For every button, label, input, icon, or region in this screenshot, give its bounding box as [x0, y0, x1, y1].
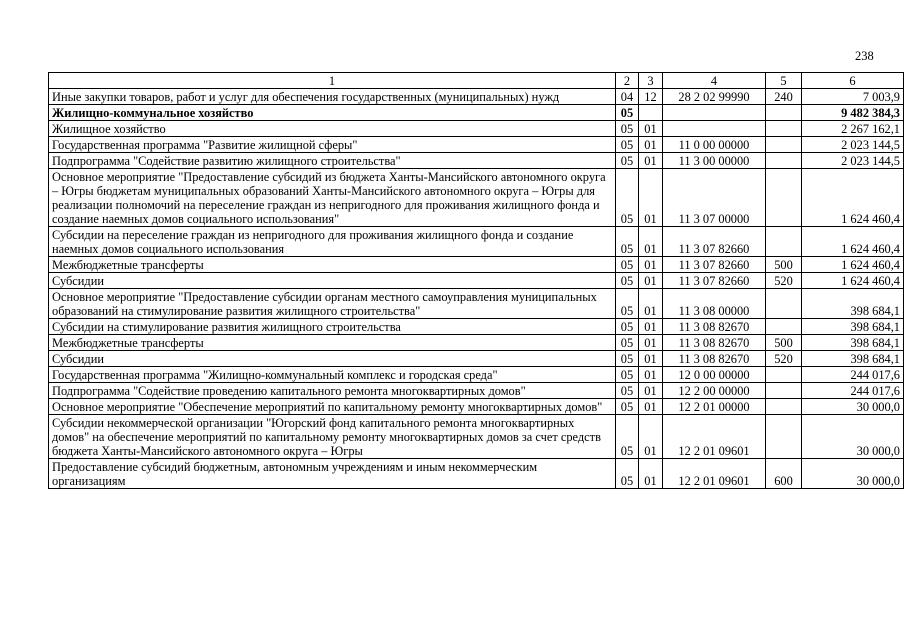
row-section-cell: 05	[616, 383, 639, 399]
table-row	[49, 415, 904, 459]
row-target-article-cell: 11 3 08 82670	[663, 351, 766, 367]
row-subsection-cell	[639, 105, 663, 121]
row-expense-type-cell	[766, 319, 802, 335]
row-expense-type-cell	[766, 169, 802, 227]
row-section-cell: 05	[616, 137, 639, 153]
row-amount-cell: 1 624 460,4	[802, 227, 904, 257]
row-subsection-cell: 12	[639, 89, 663, 105]
column-header-5: 5	[766, 73, 802, 89]
table-row	[49, 459, 904, 489]
row-name-cell: Основное мероприятие "Обеспечение мероприятий по капитальному ремонту многоквартирных домов"	[49, 399, 616, 415]
row-expense-type-cell: 520	[766, 351, 802, 367]
table-row	[49, 257, 904, 273]
row-amount-cell: 398 684,1	[802, 289, 904, 319]
row-name-cell: Субсидии на стимулирование развития жилищного строительства	[49, 319, 616, 335]
row-amount-cell: 30 000,0	[802, 459, 904, 489]
row-expense-type-cell	[766, 399, 802, 415]
table-row	[49, 121, 904, 137]
row-section-cell: 04	[616, 89, 639, 105]
row-amount-cell: 2 023 144,5	[802, 137, 904, 153]
table-row	[49, 227, 904, 257]
row-name-cell: Межбюджетные трансферты	[49, 335, 616, 351]
row-amount-cell: 2 023 144,5	[802, 153, 904, 169]
row-name-cell: Субсидии	[49, 273, 616, 289]
row-amount-cell: 2 267 162,1	[802, 121, 904, 137]
row-amount-cell: 9 482 384,3	[802, 105, 904, 121]
row-name-cell: Жилищное хозяйство	[49, 121, 616, 137]
row-section-cell: 05	[616, 121, 639, 137]
row-subsection-cell: 01	[639, 415, 663, 459]
row-subsection-cell: 01	[639, 121, 663, 137]
row-target-article-cell: 28 2 02 99990	[663, 89, 766, 105]
table-row	[49, 335, 904, 351]
row-name-cell: Субсидии на переселение граждан из непригодного для проживания жилищного фонда и создание наемных домов социального использования	[49, 227, 616, 257]
row-target-article-cell	[663, 121, 766, 137]
row-target-article-cell: 11 3 08 82670	[663, 319, 766, 335]
row-section-cell: 05	[616, 319, 639, 335]
row-subsection-cell: 01	[639, 169, 663, 227]
row-target-article-cell: 11 3 07 82660	[663, 227, 766, 257]
row-target-article-cell: 12 2 00 00000	[663, 383, 766, 399]
row-subsection-cell: 01	[639, 273, 663, 289]
row-subsection-cell: 01	[639, 289, 663, 319]
row-subsection-cell: 01	[639, 351, 663, 367]
row-subsection-cell: 01	[639, 367, 663, 383]
row-section-cell: 05	[616, 351, 639, 367]
row-section-cell: 05	[616, 335, 639, 351]
column-header-3: 3	[639, 73, 663, 89]
row-subsection-cell: 01	[639, 319, 663, 335]
row-expense-type-cell: 240	[766, 89, 802, 105]
row-name-cell: Подпрограмма "Содействие развитию жилищного строительства"	[49, 153, 616, 169]
table-body	[49, 89, 904, 489]
row-name-cell: Иные закупки товаров, работ и услуг для обеспечения государственных (муниципальных) нужд	[49, 89, 616, 105]
row-section-cell: 05	[616, 273, 639, 289]
column-header-2: 2	[616, 73, 639, 89]
row-expense-type-cell	[766, 137, 802, 153]
row-name-cell: Основное мероприятие "Предоставление субсидий из бюджета Ханты-Мансийского автономного округа – Югры бюджетам муниципальных образований Ханты-Мансийского автономного округа – Югры для реализации полномочий на переселение граждан из непригодного для проживания жилищного фонда и создание наемных домов социального использования"	[49, 169, 616, 227]
row-amount-cell: 30 000,0	[802, 415, 904, 459]
row-section-cell: 05	[616, 169, 639, 227]
table-row	[49, 289, 904, 319]
row-expense-type-cell: 500	[766, 257, 802, 273]
row-target-article-cell: 12 2 01 09601	[663, 415, 766, 459]
row-subsection-cell: 01	[639, 153, 663, 169]
row-subsection-cell: 01	[639, 383, 663, 399]
row-subsection-cell: 01	[639, 399, 663, 415]
row-section-cell: 05	[616, 459, 639, 489]
row-section-cell: 05	[616, 105, 639, 121]
row-section-cell: 05	[616, 227, 639, 257]
table-header-row	[49, 73, 904, 89]
row-amount-cell: 7 003,9	[802, 89, 904, 105]
row-amount-cell: 398 684,1	[802, 351, 904, 367]
row-expense-type-cell: 520	[766, 273, 802, 289]
row-target-article-cell: 11 3 08 00000	[663, 289, 766, 319]
row-amount-cell: 244 017,6	[802, 367, 904, 383]
table-row	[49, 399, 904, 415]
row-section-cell: 05	[616, 289, 639, 319]
row-name-cell: Субсидии	[49, 351, 616, 367]
row-name-cell: Подпрограмма "Содействие проведению капитального ремонта многоквартирных домов"	[49, 383, 616, 399]
row-name-cell: Государственная программа "Жилищно-коммунальный комплекс и городская среда"	[49, 367, 616, 383]
row-amount-cell: 30 000,0	[802, 399, 904, 415]
row-target-article-cell: 11 3 07 82660	[663, 257, 766, 273]
row-target-article-cell	[663, 105, 766, 121]
row-expense-type-cell: 500	[766, 335, 802, 351]
row-target-article-cell: 11 3 08 82670	[663, 335, 766, 351]
row-amount-cell: 1 624 460,4	[802, 257, 904, 273]
row-expense-type-cell	[766, 415, 802, 459]
row-target-article-cell: 11 3 07 00000	[663, 169, 766, 227]
table-row	[49, 319, 904, 335]
row-subsection-cell: 01	[639, 227, 663, 257]
row-expense-type-cell	[766, 367, 802, 383]
table-row	[49, 153, 904, 169]
row-name-cell: Предоставление субсидий бюджетным, автономным учреждениям и иным некоммерческим организациям	[49, 459, 616, 489]
row-section-cell: 05	[616, 257, 639, 273]
row-name-cell: Государственная программа "Развитие жилищной сферы"	[49, 137, 616, 153]
row-target-article-cell: 11 0 00 00000	[663, 137, 766, 153]
row-name-cell: Межбюджетные трансферты	[49, 257, 616, 273]
row-section-cell: 05	[616, 367, 639, 383]
row-target-article-cell: 12 2 01 09601	[663, 459, 766, 489]
row-section-cell: 05	[616, 415, 639, 459]
row-subsection-cell: 01	[639, 335, 663, 351]
row-target-article-cell: 11 3 00 00000	[663, 153, 766, 169]
row-subsection-cell: 01	[639, 137, 663, 153]
row-section-cell: 05	[616, 153, 639, 169]
table-row	[49, 105, 904, 121]
page-number: 238	[855, 49, 874, 63]
column-header-4: 4	[663, 73, 766, 89]
row-expense-type-cell	[766, 227, 802, 257]
row-amount-cell: 1 624 460,4	[802, 169, 904, 227]
row-name-cell: Субсидии некоммерческой организации "Югорский фонд капитального ремонта многоквартирных домов" на обеспечение мероприятий по капитальному ремонту многоквартирных домов за счет средств бюджета Ханты-Мансийского автономного округа – Югры	[49, 415, 616, 459]
table-row	[49, 351, 904, 367]
row-expense-type-cell	[766, 105, 802, 121]
row-target-article-cell: 12 0 00 00000	[663, 367, 766, 383]
row-subsection-cell: 01	[639, 257, 663, 273]
table-row	[49, 137, 904, 153]
row-expense-type-cell	[766, 153, 802, 169]
row-expense-type-cell	[766, 383, 802, 399]
budget-table	[48, 72, 904, 489]
row-subsection-cell: 01	[639, 459, 663, 489]
table-row	[49, 383, 904, 399]
column-header-6: 6	[802, 73, 904, 89]
row-expense-type-cell	[766, 121, 802, 137]
row-amount-cell: 1 624 460,4	[802, 273, 904, 289]
table-row	[49, 273, 904, 289]
table-row	[49, 89, 904, 105]
column-header-1: 1	[49, 73, 616, 89]
row-target-article-cell: 12 2 01 00000	[663, 399, 766, 415]
row-expense-type-cell	[766, 289, 802, 319]
row-name-cell: Жилищно-коммунальное хозяйство	[49, 105, 616, 121]
table-row	[49, 367, 904, 383]
row-amount-cell: 244 017,6	[802, 383, 904, 399]
row-amount-cell: 398 684,1	[802, 335, 904, 351]
row-name-cell: Основное мероприятие "Предоставление субсидии органам местного самоуправления муниципальных образований на стимулирование развития жилищного строительства"	[49, 289, 616, 319]
row-target-article-cell: 11 3 07 82660	[663, 273, 766, 289]
row-expense-type-cell: 600	[766, 459, 802, 489]
table-row	[49, 169, 904, 227]
row-section-cell: 05	[616, 399, 639, 415]
row-amount-cell: 398 684,1	[802, 319, 904, 335]
